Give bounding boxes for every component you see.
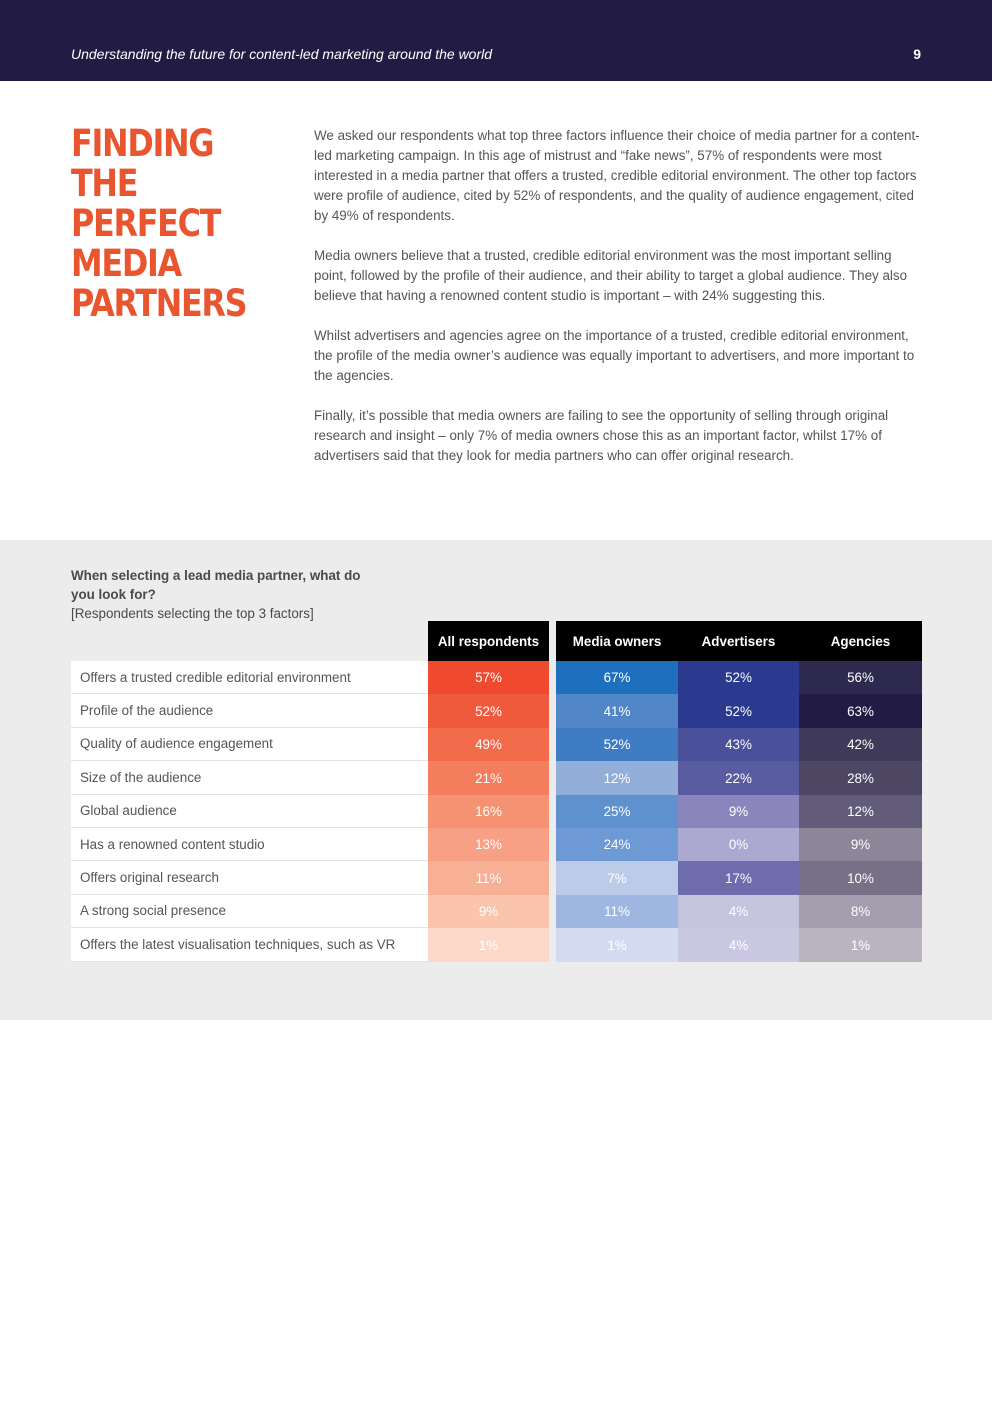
table-cell: 7%: [556, 861, 678, 895]
table-subtitle: [Respondents selecting the top 3 factors]: [71, 606, 314, 621]
table-cell: 12%: [556, 761, 678, 795]
table-cell: 42%: [799, 728, 922, 762]
table-cell: 1%: [428, 928, 549, 962]
table-cell: 4%: [678, 928, 799, 962]
page-number: 9: [913, 46, 921, 62]
section-title-line: PERFECT MEDIA: [71, 202, 221, 285]
table-cell: 52%: [556, 728, 678, 762]
table-cell: 67%: [556, 661, 678, 695]
table-cell: 22%: [678, 761, 799, 795]
row-label: Offers original research: [71, 861, 428, 894]
table-cell: 24%: [556, 828, 678, 862]
table-cell: 1%: [556, 928, 678, 962]
table-cell: 9%: [799, 828, 922, 862]
table-cell: 1%: [799, 928, 922, 962]
table-cell: 25%: [556, 795, 678, 829]
page-header: [0, 0, 992, 81]
column-header: All respondents: [428, 621, 549, 661]
row-label: Has a renowned content studio: [71, 828, 428, 861]
row-label: A strong social presence: [71, 895, 428, 928]
table-cell: 57%: [428, 661, 549, 695]
table-cell: 13%: [428, 828, 549, 862]
table-cell: 12%: [799, 795, 922, 829]
table-cell: 52%: [678, 694, 799, 728]
row-label: Offers a trusted credible editorial environment: [71, 661, 428, 694]
row-label: Global audience: [71, 795, 428, 828]
paragraph: Whilst advertisers and agencies agree on the importance of a trusted, credible editorial environment, the profile of the media owner’s audience was equally important to advertisers, and more important to the agencies.: [314, 328, 915, 383]
header-title: Understanding the future for content-led marketing around the world: [71, 46, 493, 62]
table-cell: 43%: [678, 728, 799, 762]
table-cell: 21%: [428, 761, 549, 795]
table-cell: 10%: [799, 861, 922, 895]
table-cell: 11%: [556, 895, 678, 929]
table-cell: 8%: [799, 895, 922, 929]
paragraph: We asked our respondents what top three factors influence their choice of media partner for a content-led marketing campaign. In this age of mistrust and “fake news”, 57% of respondents were most interested in a media partner that offers a trusted, credible editorial environment. The other top factors were profile of audience, cited by 52% of respondents, and the quality of audience engagement, cited by 49% of respondents.: [314, 128, 920, 223]
paragraph: Media owners believe that a trusted, credible editorial environment was the most important selling point, followed by the profile of their audience, and their ability to target a global audience. They also believe that having a renowned content studio is important – with 24% suggesting this.: [314, 248, 908, 303]
section-title-line: FINDING THE: [71, 122, 214, 205]
table-cell: 28%: [799, 761, 922, 795]
column-header: Advertisers: [678, 621, 799, 661]
body-text: [314, 126, 920, 486]
table-cell: 4%: [678, 895, 799, 929]
column-header: Agencies: [799, 621, 922, 661]
row-label: Size of the audience: [71, 761, 428, 794]
table-cell: 16%: [428, 795, 549, 829]
table-cell: 52%: [428, 694, 549, 728]
paragraph: Finally, it’s possible that media owners are failing to see the opportunity of selling through original research and insight – only 7% of media owners chose this as an important factor, whilst 17% of advertisers said that they look for media partners who can offer original research.: [314, 408, 889, 463]
table-cell: 56%: [799, 661, 922, 695]
table-cell: 17%: [678, 861, 799, 895]
row-label: Profile of the audience: [71, 694, 428, 727]
table-cell: 9%: [678, 795, 799, 829]
column-header: Media owners: [556, 621, 678, 661]
table-cell: 63%: [799, 694, 922, 728]
table-cell: 0%: [678, 828, 799, 862]
section-title: [71, 124, 269, 324]
row-label: Offers the latest visualisation techniques, such as VR: [71, 928, 428, 961]
table-cell: 49%: [428, 728, 549, 762]
row-label: Quality of audience engagement: [71, 728, 428, 761]
table-title: When selecting a lead media partner, what do you look for?: [71, 568, 361, 602]
section-title-line: PARTNERS: [71, 282, 247, 325]
table-cell: 41%: [556, 694, 678, 728]
table-cell: 9%: [428, 895, 549, 929]
table-cell: 52%: [678, 661, 799, 695]
table-cell: 11%: [428, 861, 549, 895]
